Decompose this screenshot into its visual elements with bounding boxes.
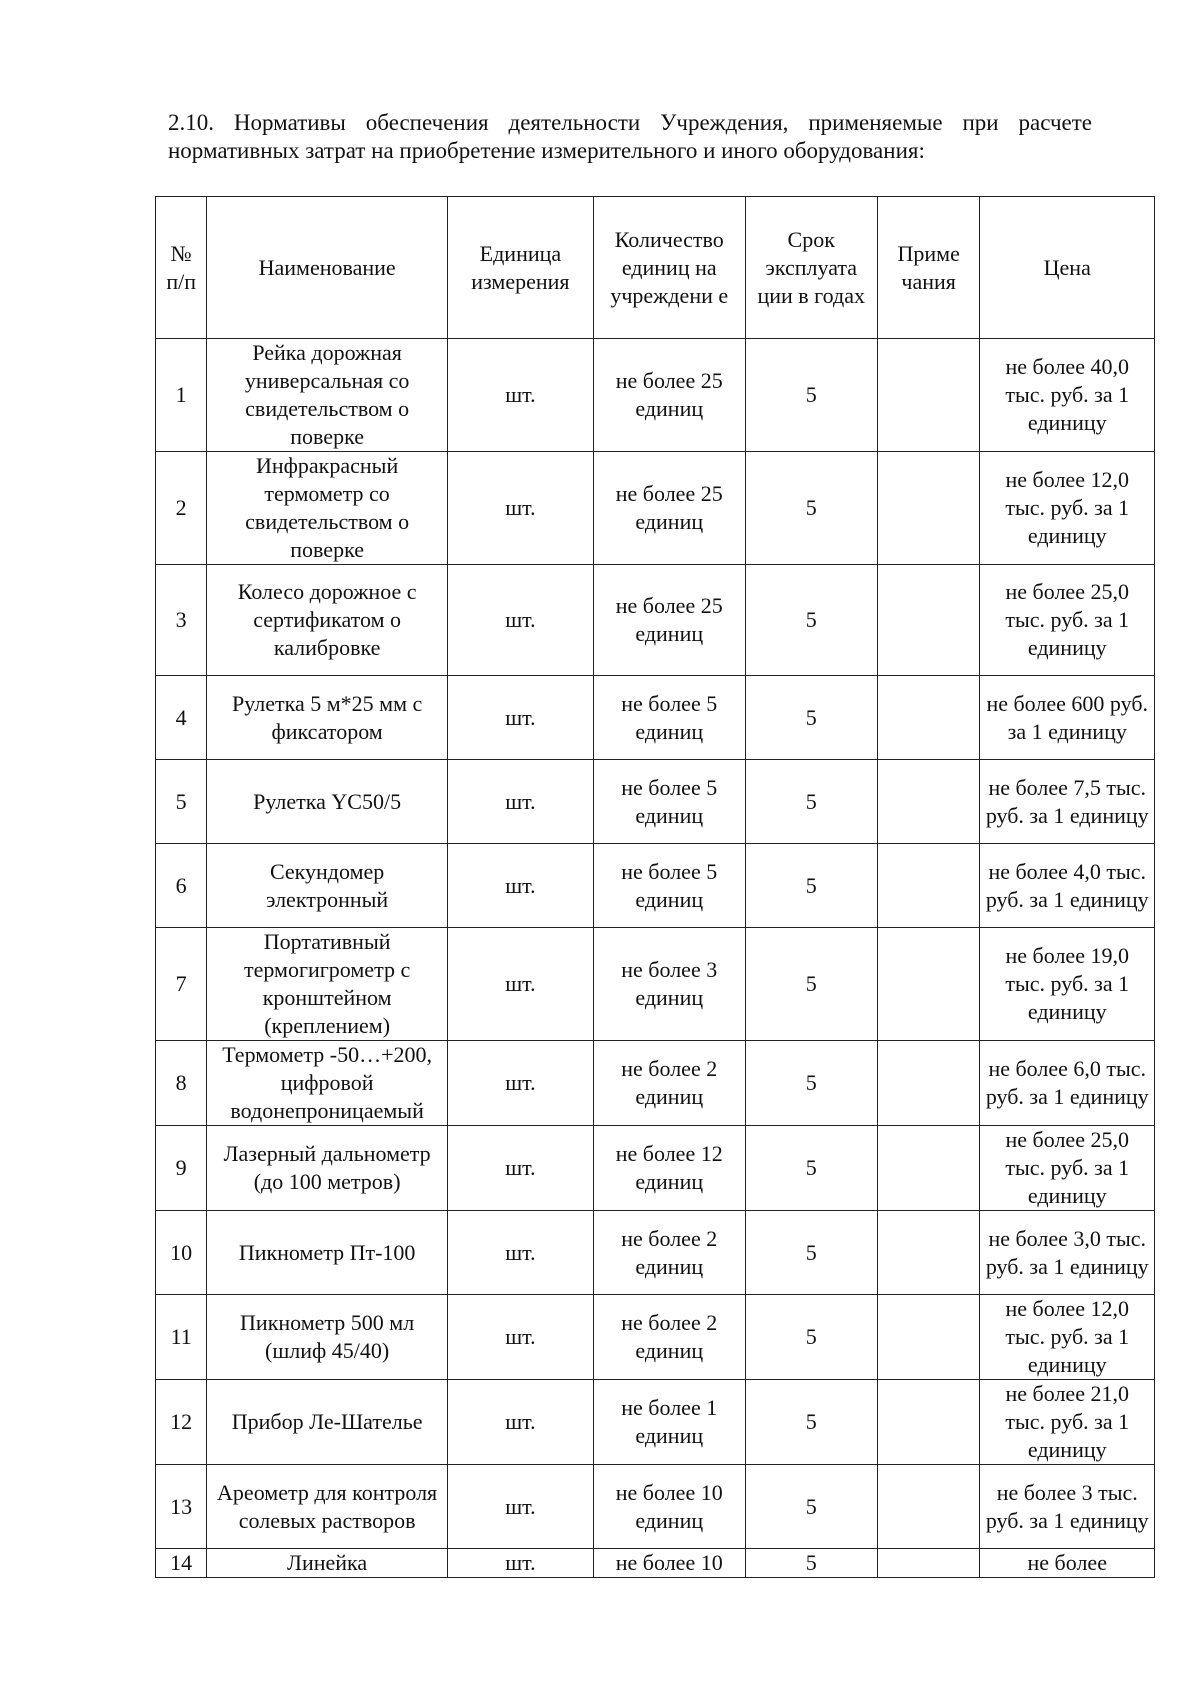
item-service-life: 5	[745, 1211, 877, 1295]
table-row	[156, 1126, 1155, 1211]
header-unit: Единица измерения	[447, 197, 593, 339]
item-quantity: не более 25 единиц	[593, 339, 745, 452]
item-service-life: 5	[745, 339, 877, 452]
item-service-life: 5	[745, 1549, 877, 1578]
item-name: Линейка	[207, 1549, 448, 1578]
item-quantity: не более 2 единиц	[593, 1041, 745, 1126]
table-header-row	[156, 197, 1155, 339]
item-service-life: 5	[745, 1126, 877, 1211]
item-quantity: не более 2 единиц	[593, 1295, 745, 1380]
item-name: Термометр -50…+200, цифровой водонепроницаемый	[207, 1041, 448, 1126]
item-price: не более 7,5 тыс. руб. за 1 единицу	[980, 760, 1155, 844]
item-quantity: не более 5 единиц	[593, 760, 745, 844]
item-notes	[877, 676, 980, 760]
item-price: не более 6,0 тыс. руб. за 1 единицу	[980, 1041, 1155, 1126]
item-service-life: 5	[745, 676, 877, 760]
item-unit: шт.	[447, 676, 593, 760]
item-service-life: 5	[745, 928, 877, 1041]
item-notes	[877, 1295, 980, 1380]
item-quantity: не более 10	[593, 1549, 745, 1578]
header-service-life: Срок эксплуата ции в годах	[745, 197, 877, 339]
item-quantity: не более 10 единиц	[593, 1465, 745, 1549]
item-unit: шт.	[447, 1041, 593, 1126]
header-quantity: Количество единиц на учреждени е	[593, 197, 745, 339]
table-row	[156, 1295, 1155, 1380]
row-number: 10	[156, 1211, 207, 1295]
table-row	[156, 760, 1155, 844]
row-number: 1	[156, 339, 207, 452]
table-row	[156, 1549, 1155, 1578]
header-name: Наименование	[207, 197, 448, 339]
item-notes	[877, 760, 980, 844]
table-row	[156, 1211, 1155, 1295]
row-number: 2	[156, 452, 207, 565]
item-unit: шт.	[447, 565, 593, 676]
item-name: Пикнометр 500 мл (шлиф 45/40)	[207, 1295, 448, 1380]
item-notes	[877, 452, 980, 565]
item-price: не более 40,0 тыс. руб. за 1 единицу	[980, 339, 1155, 452]
header-price: Цена	[980, 197, 1155, 339]
table-row	[156, 844, 1155, 928]
item-unit: шт.	[447, 1295, 593, 1380]
table-row	[156, 1041, 1155, 1126]
item-price: не более 3 тыс. руб. за 1 единицу	[980, 1465, 1155, 1549]
item-unit: шт.	[447, 760, 593, 844]
row-number: 3	[156, 565, 207, 676]
row-number: 7	[156, 928, 207, 1041]
item-name: Рулетка 5 м*25 мм с фиксатором	[207, 676, 448, 760]
item-price: не более 3,0 тыс. руб. за 1 единицу	[980, 1211, 1155, 1295]
item-unit: шт.	[447, 1211, 593, 1295]
item-name: Секундомер электронный	[207, 844, 448, 928]
item-name: Портативный термогигрометр с кронштейном (креплением)	[207, 928, 448, 1041]
row-number: 9	[156, 1126, 207, 1211]
item-service-life: 5	[745, 760, 877, 844]
item-notes	[877, 1380, 980, 1465]
row-number: 4	[156, 676, 207, 760]
row-number: 8	[156, 1041, 207, 1126]
item-unit: шт.	[447, 928, 593, 1041]
item-price: не более 12,0 тыс. руб. за 1 единицу	[980, 452, 1155, 565]
item-name: Инфракрасный термометр со свидетельством о поверке	[207, 452, 448, 565]
item-quantity: не более 12 единиц	[593, 1126, 745, 1211]
equipment-norms-table	[155, 196, 1155, 1578]
row-number: 5	[156, 760, 207, 844]
item-price: не более 12,0 тыс. руб. за 1 единицу	[980, 1295, 1155, 1380]
item-service-life: 5	[745, 452, 877, 565]
item-unit: шт.	[447, 1380, 593, 1465]
item-unit: шт.	[447, 1549, 593, 1578]
row-number: 12	[156, 1380, 207, 1465]
item-quantity: не более 1 единиц	[593, 1380, 745, 1465]
item-name: Ареометр для контроля солевых растворов	[207, 1465, 448, 1549]
table-row	[156, 676, 1155, 760]
item-notes	[877, 1211, 980, 1295]
item-notes	[877, 928, 980, 1041]
item-notes	[877, 844, 980, 928]
header-number: № п/п	[156, 197, 207, 339]
item-notes	[877, 1465, 980, 1549]
item-notes	[877, 1041, 980, 1126]
item-name: Рулетка YC50/5	[207, 760, 448, 844]
item-price: не более 25,0 тыс. руб. за 1 единицу	[980, 1126, 1155, 1211]
item-quantity: не более 25 единиц	[593, 452, 745, 565]
item-notes	[877, 565, 980, 676]
item-service-life: 5	[745, 565, 877, 676]
item-service-life: 5	[745, 1380, 877, 1465]
item-name: Рейка дорожная универсальная со свидетельством о поверке	[207, 339, 448, 452]
item-quantity: не более 3 единиц	[593, 928, 745, 1041]
item-unit: шт.	[447, 1465, 593, 1549]
item-unit: шт.	[447, 339, 593, 452]
row-number: 14	[156, 1549, 207, 1578]
table-row	[156, 565, 1155, 676]
row-number: 13	[156, 1465, 207, 1549]
table-row	[156, 339, 1155, 452]
item-name: Лазерный дальнометр (до 100 метров)	[207, 1126, 448, 1211]
row-number: 11	[156, 1295, 207, 1380]
item-price: не более 600 руб. за 1 единицу	[980, 676, 1155, 760]
item-unit: шт.	[447, 1126, 593, 1211]
item-price: не более 4,0 тыс. руб. за 1 единицу	[980, 844, 1155, 928]
item-price: не более 19,0 тыс. руб. за 1 единицу	[980, 928, 1155, 1041]
item-name: Колесо дорожное с сертификатом о калибровке	[207, 565, 448, 676]
item-name: Прибор Ле-Шателье	[207, 1380, 448, 1465]
item-quantity: не более 5 единиц	[593, 844, 745, 928]
table-row	[156, 1465, 1155, 1549]
table-row	[156, 928, 1155, 1041]
equipment-norms-table-container	[155, 196, 1155, 1578]
item-quantity: не более 25 единиц	[593, 565, 745, 676]
item-notes	[877, 339, 980, 452]
item-price: не более 25,0 тыс. руб. за 1 единицу	[980, 565, 1155, 676]
item-service-life: 5	[745, 844, 877, 928]
item-quantity: не более 5 единиц	[593, 676, 745, 760]
section-intro-paragraph: 2.10. Нормативы обеспечения деятельности Учреждения, применяемые при расчете нормативных затрат на приобретение измерительного и иного оборудования:	[168, 110, 1092, 163]
item-service-life: 5	[745, 1295, 877, 1380]
item-name: Пикнометр Пт-100	[207, 1211, 448, 1295]
item-notes	[877, 1549, 980, 1578]
table-row	[156, 452, 1155, 565]
item-price: не более 21,0 тыс. руб. за 1 единицу	[980, 1380, 1155, 1465]
item-notes	[877, 1126, 980, 1211]
item-unit: шт.	[447, 844, 593, 928]
item-quantity: не более 2 единиц	[593, 1211, 745, 1295]
item-service-life: 5	[745, 1041, 877, 1126]
item-service-life: 5	[745, 1465, 877, 1549]
table-row	[156, 1380, 1155, 1465]
item-unit: шт.	[447, 452, 593, 565]
header-notes: Приме чания	[877, 197, 980, 339]
row-number: 6	[156, 844, 207, 928]
table-body	[156, 339, 1155, 1578]
item-price: не более	[980, 1549, 1155, 1578]
